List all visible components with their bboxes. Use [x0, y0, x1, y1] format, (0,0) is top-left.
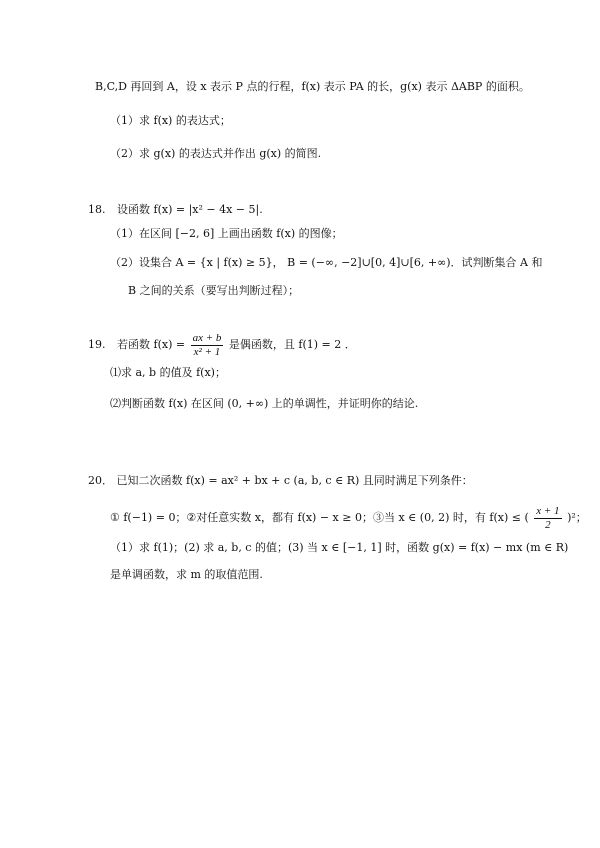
problem20-fraction-denominator: 2 — [545, 518, 551, 531]
problem18-subquestion-2: （2）设集合 A = {x | f(x) ≥ 5}， B = (−∞, −2]∪[0, 4]∪[6, +∞)．试判断集合 A 和 — [110, 256, 543, 269]
problem18-stem-line — [88, 202, 263, 218]
problem18-subquestion-1: （1）在区间 [−2, 6] 上画出函数 f(x) 的图像； — [110, 227, 343, 240]
problem19-fraction — [191, 332, 224, 359]
problem20-conditions-fraction — [534, 505, 561, 532]
problem20-number: 20． — [88, 474, 113, 487]
problem19-subquestion-1: ⑴求 a, b 的值及 f(x)； — [110, 366, 226, 379]
problem20-conditions-suffix: )²； — [567, 511, 587, 524]
problem20-fraction-numerator: x + 1 — [536, 504, 560, 517]
problem17-subquestion-2: （2）求 g(x) 的表达式并作出 g(x) 的简图. — [110, 147, 322, 160]
problem20-subquestions: （1）求 f(1)；(2) 求 a, b, c 的值；(3) 当 x ∈ [−1, 1] 时，函数 g(x) = f(x) − mx (m ∈ R) — [110, 541, 569, 554]
problem17-continuation-line: B,C,D 再回到 A，设 x 表示 P 点的行程，f(x) 表示 PA 的长，g(x) 表示 ΔABP 的面积。 — [95, 80, 530, 93]
problem18-subquestion-2-continuation: B 之间的关系（要写出判断过程）； — [128, 284, 300, 297]
problem20-stem-line — [88, 473, 473, 489]
problem19-fraction-denominator: x² + 1 — [193, 345, 221, 358]
problem19-subquestion-2: ⑵判断函数 f(x) 在区间 (0, +∞) 上的单调性，并证明你的结论. — [110, 397, 419, 410]
problem20-conditions-prefix: ① f(−1) = 0；②对任意实数 x，都有 f(x) − x ≥ 0；③当 x ∈ (0, 2) 时，有 f(x) ≤ ( — [110, 511, 529, 524]
problem19-fraction-numerator: ax + b — [192, 331, 222, 344]
problem20-subquestions-continuation: 是单调函数，求 m 的取值范围. — [110, 568, 263, 581]
problem19-number: 19. — [88, 338, 106, 351]
problem17-subquestion-1: （1）求 f(x) 的表达式； — [110, 114, 231, 127]
problem18-number: 18. — [88, 203, 106, 216]
problem19-stem-suffix: 是偶函数，且 f(1) = 2 ． — [228, 338, 356, 351]
problem19-stem-line — [88, 331, 356, 359]
problem20-stem: 已知二次函数 f(x) = ax² + bx + c (a, b, c ∈ R) 且同时满足下列条件： — [116, 474, 473, 487]
problem18-stem: 设函数 f(x) = |x² − 4x − 5|. — [117, 203, 263, 216]
problem19-stem-prefix: 若函数 f(x) = — [117, 338, 186, 351]
problem20-conditions-line — [110, 504, 587, 532]
